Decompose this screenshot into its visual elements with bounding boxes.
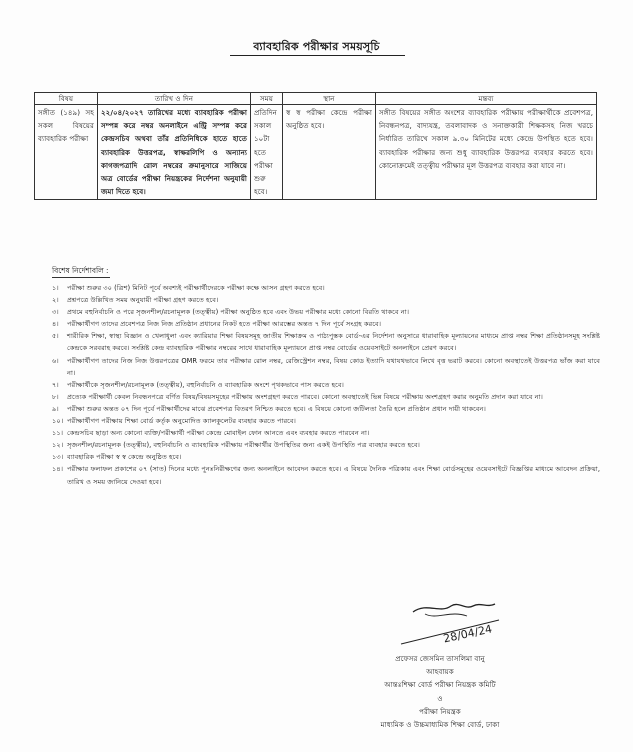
list-item (52, 427, 600, 439)
note-number: ১। (52, 284, 59, 292)
handwritten-signature (395, 598, 505, 646)
note-number: ২। (52, 296, 59, 305)
list-item (52, 306, 600, 318)
list-item (52, 463, 600, 487)
title-underline (230, 55, 405, 56)
list-item (52, 318, 600, 330)
list-item (52, 355, 600, 379)
header-place: স্থান (283, 93, 376, 105)
document-title: ব্যাবহারিক পরীক্ষার সময়সূচি (253, 40, 380, 53)
note-text: সৃজনশীল/রচনামূলক (তত্ত্বীয়), বহুনির্বাচনি ও ব্যাবহারিক পরীক্ষায় পরীক্ষার্থীর উপস্থিতির জন্য একই উপস্থিতি পত্র ব্যবহার করতে হবে। (67, 441, 420, 450)
signature-date: 28/04/24 (442, 622, 494, 646)
note-text: কেন্দ্রসচিব ছাড়া অন্য কোনো ব্যক্তি/পরীক্ষার্থী পরীক্ষা কেন্দ্রে মোবাইল ফোন আনতে এবং ব্যবহার করতে পারবেন না। (67, 429, 370, 438)
list-item (52, 403, 600, 415)
note-text: পরীক্ষার্থীকে সৃজনশীল/রচনামূলক (তত্ত্বীয়), বহুনির্বাচনি ও ব্যাবহারিক অংশে পৃথকভাবে পাস করতে হবে। (67, 380, 344, 389)
notes-list (52, 282, 600, 488)
header-time: সময় (251, 93, 283, 105)
note-text: পরীক্ষা শুরুর ৩০ (ত্রিশ) মিনিট পূর্বে অবশ্যই পরীক্ষার্থীদেরকে পরীক্ষা কক্ষে আসন গ্রহণ করতে হবে। (67, 284, 325, 292)
note-number: ৭। (52, 380, 59, 389)
note-number: ৬। (52, 356, 59, 365)
signatory-committee: আন্তঃশিক্ষা বোর্ড পরীক্ষা নিয়ন্ত্রক কমিটি (384, 680, 496, 690)
note-text: প্রত্যেক পরীক্ষার্থী কেবল নিবন্ধনপত্রে বর্ণিত বিষয়/বিষয়সমূহের পরীক্ষায় অংশগ্রহণ করতে পারবে। কোনো অবস্থাতেই ভিন্ন বিষয়ে পরীক্ষায় অংশগ্রহণ করার অনুমতি প্রদান করা যাবে না। (67, 392, 543, 401)
cell-date: ২২/০৪/২০২৭ তারিখের মধ্যে ব্যাবহারিক পরীক্ষা সম্পন্ন করে নম্বর অনলাইনে এন্ট্রি সম্পন্ন করে কেন্দ্রসচিব অথবা তাঁর প্রতিনিধিকে হাতে হাতে ব্যাবহারিক উত্তরপত্র, স্বাক্ষরলিপি ও অন্যান্য কাগজপত্রাদি রোল নম্বরের ক্রমানুসারে সাজিয়ে অত্র বোর্ডের পরীক্ষা নিয়ন্ত্রকের নির্দেশনা অনুযায়ী জমা দিতে হবে। (98, 105, 251, 200)
note-number: ৮। (52, 392, 59, 401)
note-number: ৯। (52, 404, 59, 413)
list-item (52, 330, 600, 354)
note-text: ব্যাবহারিক পরীক্ষা স্ব স্ব কেন্দ্রে অনুষ্ঠিত হবে। (67, 453, 182, 462)
note-text: পরীক্ষা শুরুর অন্তত ০৭ দিন পূর্বে পরীক্ষার্থীদের মাঝে প্রবেশপত্র বিতরণ নিশ্চিত করতে হবে। এ বিষয়ে কোনো জটিলতা তৈরি হলে প্রতিষ্ঠান প্রধান দায়ী থাকবেন। (67, 404, 486, 413)
signatory-name: প্রফেসর জেসমিন তাসলিমা বানু (395, 654, 485, 663)
header-subject: বিষয় (35, 93, 98, 105)
note-number: ৫। (52, 332, 59, 341)
header-remarks: মন্তব্য (376, 93, 597, 105)
notes-title: বিশেষ নির্দেশাবলি : (52, 266, 109, 275)
table-row (35, 105, 597, 200)
note-number: ১৩। (52, 453, 64, 462)
signatory-role: আহবায়ক (426, 667, 454, 677)
notes-title-underline (52, 277, 110, 278)
list-item (52, 439, 600, 451)
cell-place: স্ব স্ব পরীক্ষা কেন্দ্রে পরীক্ষা অনুষ্ঠিত হবে। (283, 105, 376, 200)
note-number: ১০। (52, 417, 64, 426)
note-number: ১২। (52, 441, 64, 450)
note-text: প্রথমে বহুনির্বাচনি ও পরে সৃজনশীল/রচনামূলক (তত্ত্বীয়) পরীক্ষা অনুষ্ঠিত হবে এবং উভয় পরীক্ষার মধ্যে কোনো বিরতি থাকবে না। (67, 308, 410, 317)
cell-time: প্রতিদিন সকাল ১০টা হতে পরীক্ষা শুরু হবে। (251, 105, 283, 200)
table-header-row (35, 93, 597, 105)
list-item (52, 294, 600, 306)
signatory-conjunction: ও (437, 693, 443, 703)
cell-remarks: সঙ্গীত বিষয়ের সঙ্গীত অংশের ব্যাবহারিক পরীক্ষায় পরীক্ষার্থীকে প্রবেশপত্র, নিবন্ধনপত্র, বাদ্যযন্ত্র, তবলাবাদক ও সনাক্তকারী শিক্ষকসহ নিজ খরচে নির্ধারিত তারিখে সকাল ৯.৩০ মিনিটের মধ্যে কেন্দ্রে উপস্থিত হতে হবে। ব্যাবহারিক পরীক্ষার জন্য শুধু ব্যাবহারিক উত্তরপত্র ব্যবহার করতে হবে। কোনোক্রমেই তত্ত্বীয় পরীক্ষার মূল উত্তরপত্র ব্যবহার করা যাবে না। (376, 105, 597, 200)
signatory-title: পরীক্ষা নিয়ন্ত্রক (419, 706, 461, 716)
note-number: ৪। (52, 320, 59, 329)
schedule-table (34, 92, 597, 200)
list-item (52, 379, 600, 391)
note-text: পরীক্ষার্থীগণ তাদের প্রবেশপত্র নিজ নিজ প্রতিষ্ঠান প্রধানের নিকট হতে পরীক্ষা আরম্ভের অন্তত ৭ দিন পূর্বে সংগ্রহ করবে। (67, 320, 382, 329)
list-item (52, 451, 600, 463)
note-number: ১৪। (52, 465, 64, 474)
note-number: ১১। (52, 429, 64, 438)
note-text: শারীরিক শিক্ষা, স্বাস্থ্য বিজ্ঞান ও খেলাধুলা এবং ক্যারিয়ার শিক্ষা বিষয়সমূহ জাতীয় শিক্ষাক্রম ও পাঠ্যপুস্তক বোর্ড-এর নির্দেশনা অনুসারে ধারাবাহিক মূল্যায়নের মাধ্যমে প্রাপ্ত নম্বর শিক্ষা প্রতিষ্ঠানসমূহ সংশ্লিষ্ট কেন্দ্রকে সরবরাহ করবে। সংশ্লিষ্ট কেন্দ্র ব্যাবহারিক পরীক্ষার নম্বরের সাথে ধারাবাহিক মূল্যায়নে প্রাপ্ত নম্বর বোর্ডের ওয়েবসাইটে অনলাইনে প্রেরণ করবে। (67, 332, 600, 353)
header-date: তারিখ ও দিন (98, 93, 251, 105)
cell-subject: সঙ্গীত (১৪৯) সহ সকল বিষয়ের ব্যাবহারিক পরীক্ষা (35, 105, 98, 200)
list-item (52, 391, 600, 403)
list-item (52, 415, 600, 427)
note-text: পরীক্ষার্থীগণ পরীক্ষায় শিক্ষা বোর্ড কর্তৃক অনুমোদিত ক্যালকুলেটর ব্যবহার করতে পারবে। (67, 417, 296, 426)
note-text: প্রশ্নপত্রে উল্লিখিত সময় অনুযায়ী পরীক্ষা গ্রহণ করতে হবে। (67, 296, 219, 305)
signatory-board: মাধ্যমিক ও উচ্চমাধ্যমিক শিক্ষা বোর্ড, ঢাকা (380, 720, 500, 730)
signatory-block (300, 652, 580, 731)
note-text: পরীক্ষার ফলাফল প্রকাশের ০৭ (সাত) দিনের মধ্যে পুনঃনিরীক্ষণের জন্য অনলাইনে আবেদন করতে হবে। এ বিষয়ে দৈনিক পত্রিকায় এবং শিক্ষা বোর্ডসমূহের ওয়েবসাইটে বিজ্ঞপ্তির মাধ্যমে আবেদন প্রক্রিয়া, তারিখ ও সময় জানিয়ে দেওয়া হবে। (67, 465, 600, 486)
list-item (52, 282, 600, 294)
note-text: পরীক্ষার্থীগণ তাদের নিজ নিজ উত্তরপত্রের OMR ফরমে তার পরীক্ষার রোল নম্বর, রেজিস্ট্রেশন নম্বর, বিষয় কোড ইত্যাদি যথাযথভাবে লিখে বৃত্ত ভরাট করবে। কোনো অবস্থাতেই উত্তরপত্র ভাঁজ করা যাবে না। (67, 356, 600, 377)
note-number: ৩। (52, 308, 59, 317)
